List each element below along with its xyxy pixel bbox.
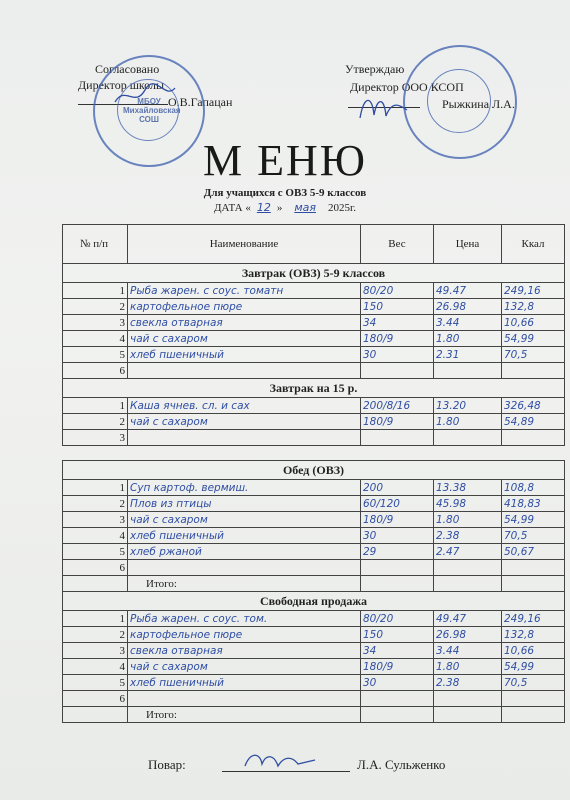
table-row	[63, 283, 565, 299]
table-row	[63, 480, 565, 496]
dish-kcal	[502, 430, 565, 446]
dish-weight	[361, 560, 434, 576]
row-number: 3	[63, 315, 128, 331]
dish-price	[434, 430, 502, 446]
date-prefix: ДАТА «	[213, 202, 251, 214]
footer-name: Л.А. Сульженко	[357, 757, 446, 772]
school-stamp-text: МБОУ Михайловская СОШ	[123, 97, 181, 124]
dish-weight: 34	[361, 643, 434, 659]
dish-weight	[361, 363, 434, 379]
table-row	[63, 528, 565, 544]
dish-name: чай с сахаром	[128, 414, 361, 430]
dish-weight: 34	[361, 315, 434, 331]
dish-weight	[361, 430, 434, 446]
section-header-row	[63, 379, 565, 398]
section-title: Завтрак (ОВЗ) 5-9 классов	[63, 264, 565, 283]
dish-name: Каша ячнев. сл. и сах	[128, 398, 361, 414]
section-header-row	[63, 461, 565, 480]
row-number: 5	[63, 347, 128, 363]
dish-kcal	[502, 576, 565, 592]
row-number: 4	[63, 659, 128, 675]
spacer-row	[63, 446, 565, 461]
dish-name	[128, 363, 361, 379]
dish-kcal: 249,16	[502, 283, 565, 299]
page-title: М ЕНЮ	[203, 136, 367, 185]
row-number: 4	[63, 528, 128, 544]
dish-price: 2.38	[434, 675, 502, 691]
dish-kcal	[502, 363, 565, 379]
dish-kcal: 249,16	[502, 611, 565, 627]
subtitle: Для учащихся с ОВЗ 5-9 классов	[203, 187, 367, 199]
header-kcal: Ккал	[502, 225, 565, 264]
header-weight: Вес	[361, 225, 434, 264]
menu-table	[62, 224, 565, 723]
spacer-cell	[63, 446, 565, 461]
dish-weight	[361, 576, 434, 592]
header-number: № п/п	[63, 225, 128, 264]
dish-weight: 200	[361, 480, 434, 496]
dish-weight: 180/9	[361, 414, 434, 430]
dish-kcal: 50,67	[502, 544, 565, 560]
row-number: 2	[63, 299, 128, 315]
dish-price: 49.47	[434, 283, 502, 299]
dish-name: чай с сахаром	[128, 512, 361, 528]
dish-kcal	[502, 707, 565, 723]
section-title: Обед (ОВЗ)	[63, 461, 565, 480]
dish-kcal: 54,89	[502, 414, 565, 430]
dish-name: Суп картоф. вермиш.	[128, 480, 361, 496]
table-row	[63, 691, 565, 707]
date-month: мая	[294, 201, 316, 214]
dish-price	[434, 576, 502, 592]
header-price: Цена	[434, 225, 502, 264]
dish-kcal: 54,99	[502, 331, 565, 347]
dish-name: свекла отварная	[128, 315, 361, 331]
table-header-row	[63, 225, 565, 264]
table-row	[63, 347, 565, 363]
dish-name: Итого:	[128, 576, 361, 592]
approval-left-role: Директор школы	[78, 78, 165, 92]
table-row	[63, 414, 565, 430]
row-number: 5	[63, 544, 128, 560]
dish-kcal: 70,5	[502, 528, 565, 544]
cook-signature-icon	[240, 748, 320, 774]
row-number: 6	[63, 560, 128, 576]
date-line	[0, 201, 570, 214]
dish-weight: 200/8/16	[361, 398, 434, 414]
dish-kcal: 326,48	[502, 398, 565, 414]
row-number: 3	[63, 430, 128, 446]
dish-price	[434, 363, 502, 379]
dish-weight: 30	[361, 675, 434, 691]
dish-price	[434, 560, 502, 576]
dish-kcal: 10,66	[502, 315, 565, 331]
footer-role: Повар:	[148, 757, 186, 772]
dish-price: 13.38	[434, 480, 502, 496]
dish-price: 26.98	[434, 627, 502, 643]
dish-name: чай с сахаром	[128, 659, 361, 675]
dish-kcal: 418,83	[502, 496, 565, 512]
dish-weight: 150	[361, 627, 434, 643]
dish-kcal	[502, 691, 565, 707]
dish-weight: 60/120	[361, 496, 434, 512]
approver-signature-icon	[352, 90, 412, 125]
dish-name: хлеб пшеничный	[128, 675, 361, 691]
director-signature-icon	[110, 80, 180, 110]
dish-name: хлеб пшеничный	[128, 528, 361, 544]
table-row	[63, 430, 565, 446]
table-row	[63, 299, 565, 315]
date-day: 12	[256, 201, 271, 214]
dish-name: хлеб пшеничный	[128, 347, 361, 363]
dish-weight: 150	[361, 299, 434, 315]
dish-weight	[361, 707, 434, 723]
dish-name: Итого:	[128, 707, 361, 723]
dish-price: 1.80	[434, 659, 502, 675]
dish-weight: 180/9	[361, 331, 434, 347]
dish-name: картофельное пюре	[128, 627, 361, 643]
dish-weight: 80/20	[361, 611, 434, 627]
dish-weight: 30	[361, 528, 434, 544]
dish-name: свекла отварная	[128, 643, 361, 659]
row-number: 1	[63, 611, 128, 627]
table-row	[63, 659, 565, 675]
dish-kcal: 70,5	[502, 675, 565, 691]
dish-weight: 180/9	[361, 659, 434, 675]
row-number: 2	[63, 627, 128, 643]
section-title: Свободная продажа	[63, 592, 565, 611]
dish-price: 2.47	[434, 544, 502, 560]
table-row	[63, 363, 565, 379]
row-number	[63, 707, 128, 723]
approval-right-name: Рыжкина Л.А.	[442, 97, 515, 111]
dish-name	[128, 560, 361, 576]
table-row	[63, 544, 565, 560]
dish-kcal: 10,66	[502, 643, 565, 659]
row-number: 1	[63, 398, 128, 414]
dish-price: 2.38	[434, 528, 502, 544]
dish-kcal: 54,99	[502, 659, 565, 675]
table-row	[63, 512, 565, 528]
dish-name: чай с сахаром	[128, 331, 361, 347]
row-number: 3	[63, 643, 128, 659]
date-mid: »	[276, 202, 283, 214]
table-row	[63, 707, 565, 723]
dish-name	[128, 691, 361, 707]
row-number: 1	[63, 283, 128, 299]
section-title: Завтрак на 15 р.	[63, 379, 565, 398]
dish-price: 49.47	[434, 611, 502, 627]
dish-name: хлеб ржаной	[128, 544, 361, 560]
dish-price: 1.80	[434, 414, 502, 430]
approval-left-name: О.В.Гапацан	[168, 95, 233, 109]
dish-price: 26.98	[434, 299, 502, 315]
table-row	[63, 675, 565, 691]
dish-price: 3.44	[434, 643, 502, 659]
dish-kcal	[502, 560, 565, 576]
dish-price	[434, 691, 502, 707]
dish-kcal: 54,99	[502, 512, 565, 528]
dish-kcal: 108,8	[502, 480, 565, 496]
dish-name: Рыба жарен. с соус. том.	[128, 611, 361, 627]
table-row	[63, 627, 565, 643]
approval-right-title: Утверждаю	[345, 62, 405, 76]
dish-weight: 30	[361, 347, 434, 363]
section-header-row	[63, 264, 565, 283]
dish-weight: 29	[361, 544, 434, 560]
dish-name: картофельное пюре	[128, 299, 361, 315]
table-row	[63, 560, 565, 576]
dish-weight: 180/9	[361, 512, 434, 528]
table-row	[63, 398, 565, 414]
dish-kcal: 132,8	[502, 299, 565, 315]
dish-price: 13.20	[434, 398, 502, 414]
row-number: 2	[63, 496, 128, 512]
row-number: 5	[63, 675, 128, 691]
dish-price: 3.44	[434, 315, 502, 331]
dish-name: Рыба жарен. с соус. томатн	[128, 283, 361, 299]
dish-name	[128, 430, 361, 446]
header-name: Наименование	[128, 225, 361, 264]
dish-price: 45.98	[434, 496, 502, 512]
approval-left-title: Согласовано	[95, 62, 160, 76]
row-number: 6	[63, 691, 128, 707]
dish-weight: 80/20	[361, 283, 434, 299]
dish-price	[434, 707, 502, 723]
dish-weight	[361, 691, 434, 707]
row-number: 3	[63, 512, 128, 528]
dish-price: 1.80	[434, 512, 502, 528]
dish-price: 1.80	[434, 331, 502, 347]
table-row	[63, 576, 565, 592]
dish-kcal: 132,8	[502, 627, 565, 643]
dish-name: Плов из птицы	[128, 496, 361, 512]
menu-table-body	[63, 264, 565, 723]
dish-kcal: 70,5	[502, 347, 565, 363]
table-row	[63, 315, 565, 331]
row-number: 4	[63, 331, 128, 347]
row-number: 6	[63, 363, 128, 379]
row-number: 1	[63, 480, 128, 496]
row-number	[63, 576, 128, 592]
table-row	[63, 496, 565, 512]
row-number: 2	[63, 414, 128, 430]
dish-price: 2.31	[434, 347, 502, 363]
section-header-row	[63, 592, 565, 611]
date-year: 2025г.	[327, 202, 357, 214]
table-row	[63, 331, 565, 347]
table-row	[63, 643, 565, 659]
approval-right-role: Директор ООО КСОП	[350, 80, 464, 94]
table-row	[63, 611, 565, 627]
